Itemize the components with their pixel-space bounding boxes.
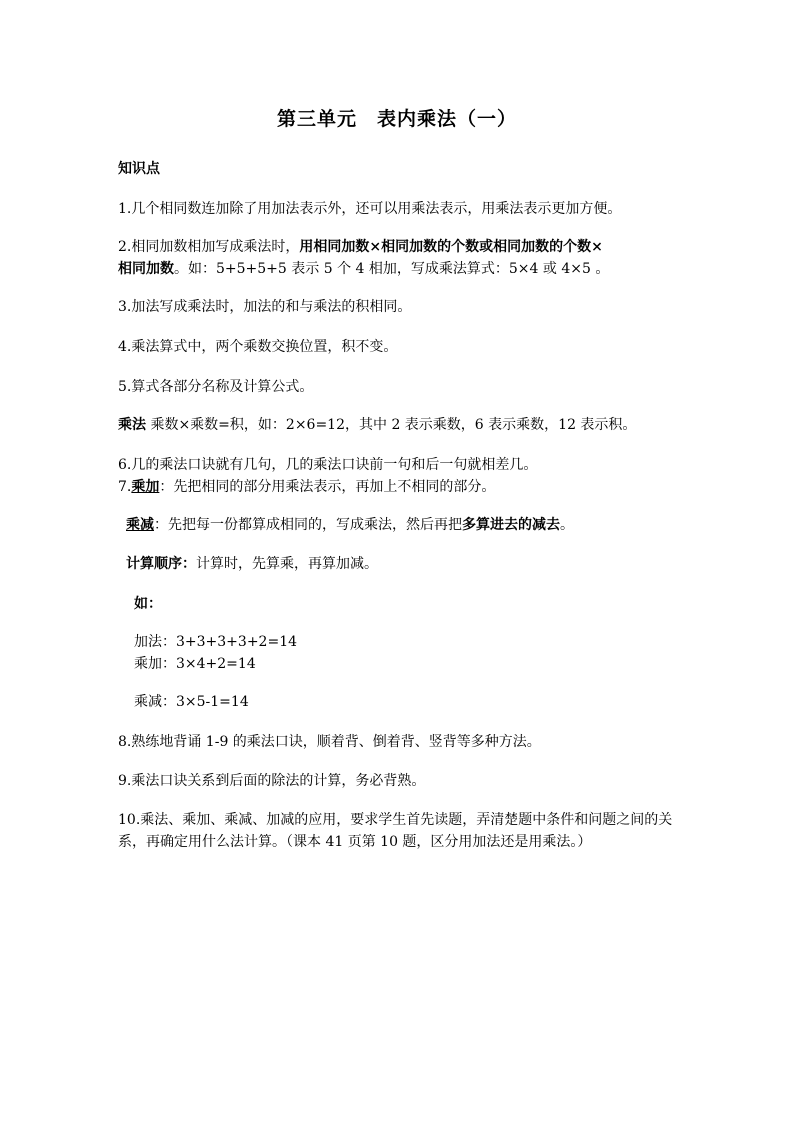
section-heading: 知识点 [118,161,160,177]
point-8: 8.熟练地背诵 1-9 的乘法口诀，顺着背、倒着背、竖背等多种方法。 [118,734,541,750]
point-2-line-1 [118,236,688,258]
multiplication-formula [118,414,688,436]
point-2-bold-c: 相同加数 [118,261,174,277]
calculation-order [126,553,696,575]
mul-sub-text: ：先把每一份都算成相同的，写成乘法，然后再把 [154,517,462,533]
order-label: 计算顺序： [126,556,196,572]
point-2-line-2 [118,258,688,280]
mul-add-label: 乘加 [131,479,160,495]
multiplication-label: 乘法 [118,417,146,433]
example-addition: 加法：3+3+3+3+2=14 [134,634,298,650]
order-text: 计算时，先算乘，再算加减。 [196,556,378,572]
point-7 [118,476,688,498]
mul-sub-bold: 多算进去的减去 [462,517,560,533]
mul-add-text: ：先把相同的部分用乘法表示，再加上不相同的部分。 [159,479,496,495]
point-7-num: 7. [118,479,132,495]
point-2-text-d: 。如：5+5+5+5 表示 5 个 4 相加，写成乘法算式：5×4 或 4×5 。 [174,261,610,277]
point-1: 1.几个相同数连加除了用加法表示外，还可以用乘法表示，用乘法表示更加方便。 [118,201,622,217]
mul-sub-end: 。 [560,517,574,533]
point-2-text-a: 2.相同加数相加写成乘法时， [118,239,300,255]
mul-sub-label: 乘减 [126,517,154,533]
mul-sub-definition [126,514,696,536]
point-3: 3.加法写成乘法时，加法的和与乘法的积相同。 [118,299,412,315]
point-4: 4.乘法算式中，两个乘数交换位置，积不变。 [118,339,398,355]
point-6: 6.几的乘法口诀就有几句，几的乘法口诀前一句和后一句就相差几。 [118,457,538,473]
example-mul-sub: 乘减：3×5-1=14 [134,694,249,710]
point-9: 9.乘法口诀关系到后面的除法的计算，务必背熟。 [118,773,426,789]
point-2-bold-b: 用相同加数×相同加数的个数或相同加数的个数× [299,239,603,255]
example-mul-add: 乘加：3×4+2=14 [134,656,256,672]
multiplication-text: 乘数×乘数=积，如：2×6=12，其中 2 表示乘数，6 表示乘数，12 表示积。 [146,417,637,433]
page-title: 第三单元 表内乘法（一） [276,108,517,130]
point-10: 10.乘法、乘加、乘减、加减的应用，要求学生首先读题，弄清楚题中条件和问题之间的关系，再确定用什么法计算。（课本 41 页第 10 题，区分用加法还是用乘法。） [118,812,673,850]
point-5: 5.算式各部分名称及计算公式。 [118,379,314,395]
example-label: 如： [134,596,162,612]
